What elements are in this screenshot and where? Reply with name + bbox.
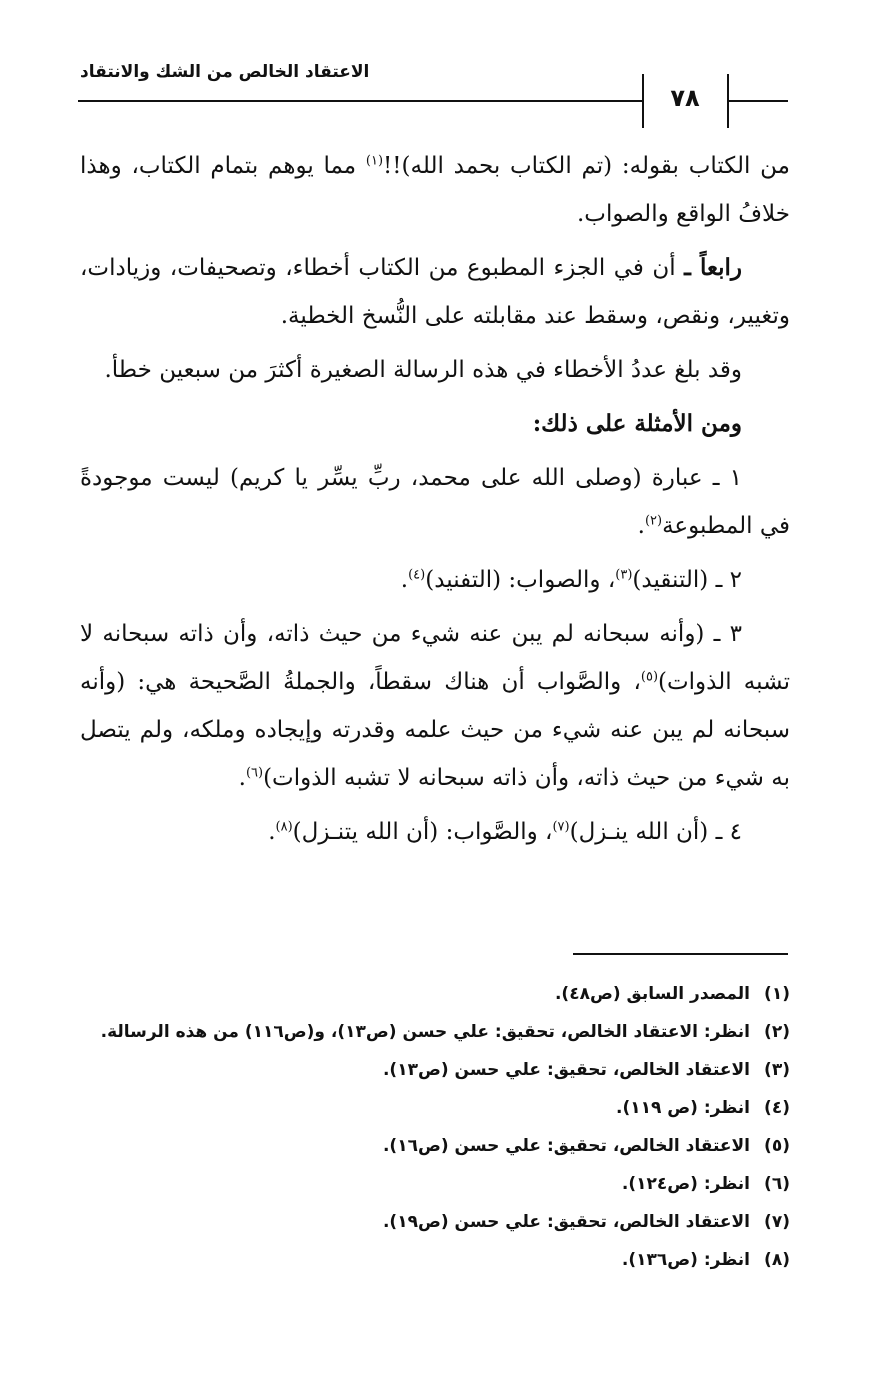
footnote-ref: (٧) bbox=[552, 819, 570, 835]
footnote-text: المصدر السابق (ص٤٨). bbox=[554, 984, 750, 1004]
footnote bbox=[80, 1013, 790, 1051]
footnote-separator bbox=[573, 953, 788, 955]
text-run: ٢ ـ (التنقيد) bbox=[632, 567, 742, 593]
example-item bbox=[80, 454, 790, 550]
example-item bbox=[80, 610, 790, 802]
footnote-ref: (٥) bbox=[640, 669, 659, 685]
footnote bbox=[80, 1089, 790, 1127]
footnotes bbox=[80, 975, 790, 1279]
text-run: مما يوهم بتمام الكتاب، وهذا خلافُ الواقع والصواب. bbox=[80, 153, 790, 227]
footnote-text: الاعتقاد الخالص، تحقيق: علي حسن (ص١٩). bbox=[382, 1212, 750, 1232]
footnote bbox=[80, 1051, 790, 1089]
footnote-text: الاعتقاد الخالص، تحقيق: علي حسن (ص١٦). bbox=[382, 1136, 750, 1156]
examples-heading: ومن الأمثلة على ذلك: bbox=[532, 410, 742, 437]
text-run: . bbox=[238, 765, 246, 791]
text-run: ٤ ـ (أن الله ينـزل) bbox=[569, 819, 742, 845]
footnote-ref: (٣) bbox=[615, 567, 633, 583]
footnote-ref: (٢) bbox=[644, 513, 663, 529]
footnote-text: انظر: الاعتقاد الخالص، تحقيق: علي حسن (ص١٣)، و(ص١١٦) من هذه الرسالة. bbox=[100, 1022, 750, 1042]
footnote-number: (٥) bbox=[764, 1136, 790, 1156]
text-run: ١ ـ عبارة (وصلى الله على محمد، ربِّ يسِّر يا كريم) ليست موجودةً في المطبوعة bbox=[80, 465, 790, 539]
text-run: . bbox=[268, 819, 276, 845]
header-rule bbox=[728, 100, 788, 102]
paragraph-lead: رابعاً ـ bbox=[684, 254, 742, 281]
text-run: من الكتاب بقوله: (تم الكتاب بحمد الله)!! bbox=[383, 153, 791, 179]
footnote-number: (٧) bbox=[764, 1212, 790, 1232]
footnote-number: (٢) bbox=[764, 1022, 790, 1042]
footnote-text: الاعتقاد الخالص، تحقيق: علي حسن (ص١٣). bbox=[382, 1060, 750, 1080]
footnote-text: انظر: (ص١٢٤). bbox=[621, 1174, 750, 1194]
page-number: ٧٨ bbox=[670, 84, 700, 112]
footnote bbox=[80, 1165, 790, 1203]
running-title: الاعتقاد الخالص من الشك والانتقاد bbox=[80, 62, 370, 82]
footnote-text: انظر: (ص١٣٦). bbox=[621, 1250, 750, 1270]
footnote-ref: (٤) bbox=[408, 567, 426, 583]
footnote bbox=[80, 1241, 790, 1279]
footnote-text: انظر: (ص ١١٩). bbox=[616, 1098, 750, 1118]
header-divider bbox=[727, 74, 729, 128]
footnote bbox=[80, 1127, 790, 1165]
paragraph bbox=[80, 244, 790, 340]
text-run: . bbox=[637, 513, 645, 539]
text-run: ٣ ـ (وأنه سبحانه لم يبن عنه شيء من حيث ذاته، وأن ذاته سبحانه لا تشبه الذوات) bbox=[80, 621, 790, 695]
text-run: . bbox=[400, 567, 409, 593]
paragraph bbox=[80, 142, 790, 238]
example-item bbox=[80, 808, 790, 856]
example-item bbox=[80, 556, 790, 604]
footnote-number: (٣) bbox=[764, 1060, 790, 1080]
footnote bbox=[80, 1203, 790, 1241]
footnote-number: (٦) bbox=[764, 1174, 790, 1194]
text-run: ، والصَّواب: (أن الله يتنـزل) bbox=[292, 819, 553, 845]
footnote bbox=[80, 975, 790, 1013]
footnote-number: (٤) bbox=[764, 1098, 790, 1118]
text-run: وقد بلغ عددُ الأخطاء في هذه الرسالة الصغيرة أكثرَ من سبعين خطأ. bbox=[104, 357, 742, 383]
footnote-number: (٨) bbox=[764, 1250, 790, 1270]
header-rule bbox=[78, 100, 643, 102]
footnote-ref: (١) bbox=[365, 153, 384, 169]
text-run: ، والصَّواب أن هناك سقطاً، والجملةُ الصَّحيحة هي: (وأنه سبحانه لم يبن عنه شيء من حيث علمه وقدرته وإيجاده وملكه، ولم يتصل به شيء من حيث ذاته، وأن ذاته سبحانه لا تشبه الذوات) bbox=[80, 669, 790, 791]
footnote-ref: (٦) bbox=[245, 765, 264, 781]
text-run: ، والصواب: (التفنيد) bbox=[425, 567, 616, 593]
footnote-ref: (٨) bbox=[275, 819, 293, 835]
text-run: أن في الجزء المطبوع من الكتاب أخطاء، وتصحيفات، وزيادات، وتغيير، ونقص، وسقط عند مقابلته على النُّسخ الخطية. bbox=[80, 255, 790, 329]
paragraph bbox=[80, 346, 790, 394]
header-divider bbox=[642, 74, 644, 128]
main-text bbox=[80, 142, 790, 862]
footnote-number: (١) bbox=[764, 984, 790, 1004]
